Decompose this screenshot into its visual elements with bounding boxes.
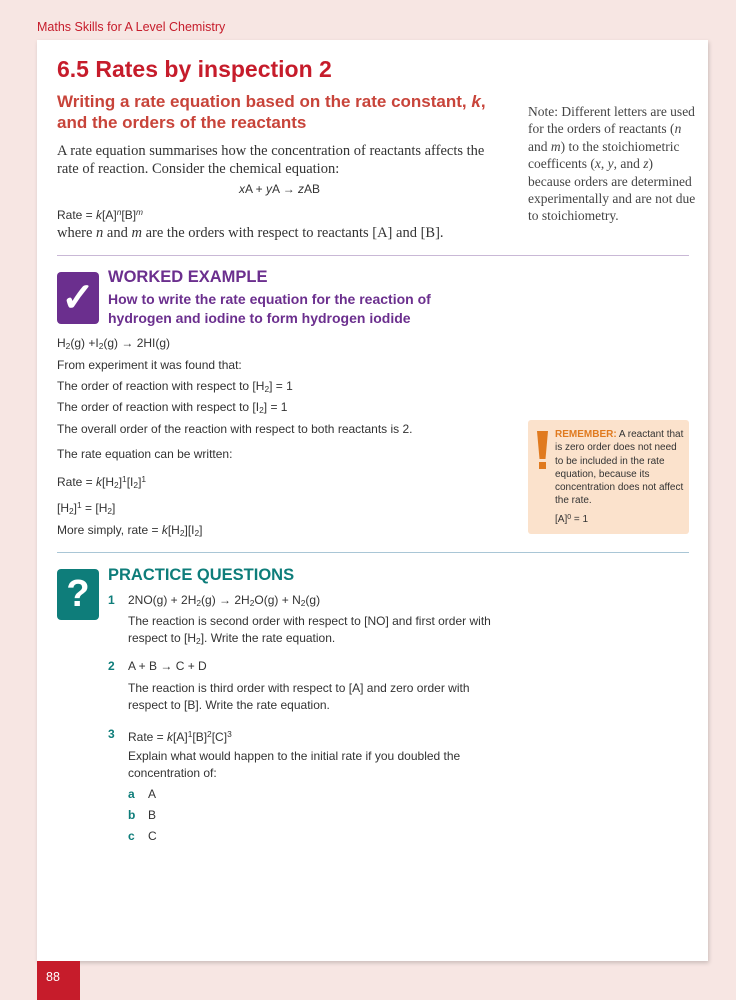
we-rate-equation: Rate = $k[H_2]^1[I_2]^1$	[57, 474, 147, 490]
q2-number: 2	[108, 659, 115, 673]
we-simply: More simply, rate = $k[H_2][I_2]$	[57, 523, 203, 539]
exclamation-icon	[537, 431, 548, 471]
q3-part-text: A	[148, 787, 157, 801]
remember-box	[528, 420, 689, 534]
we-experiment-line: From experiment it was found that:	[57, 358, 242, 372]
q1-equation: $2NO(g) + 2H_2(g) \to 2H_2O(g) + N_2(g)$	[128, 593, 321, 609]
page-number: 88	[37, 961, 80, 1000]
q3-part-letter: c	[128, 829, 135, 843]
we-order-i2: The order of reaction with respect to $[I_2] = 1$	[57, 400, 288, 416]
page	[37, 40, 708, 961]
where-line: where n and m are the orders with respect to reactants [A] and [B].	[57, 225, 444, 241]
q2-equation: A + B → C + D	[128, 659, 207, 673]
divider-top	[57, 255, 689, 256]
chemical-equation: xA + yA → zAB	[239, 182, 321, 196]
question-mark-icon: ?	[57, 569, 99, 620]
divider-bottom	[57, 552, 689, 553]
we-overall-order: The overall order of the reaction with respect to both reactants is 2.	[57, 422, 413, 436]
q3-part-letter: b	[128, 808, 136, 822]
q3-equation: Rate = $k[A]^1[B]^2[C]^3$	[128, 729, 232, 744]
q3-part-text: C	[148, 829, 157, 843]
we-h2-power: $[H_2]^1 = [H_2]$	[57, 500, 116, 516]
remember-formula: $[A]^0 = 1$	[555, 513, 589, 525]
book-title: Maths Skills for A Level Chemistry	[37, 20, 226, 34]
q3-number: 3	[108, 727, 115, 741]
we-reaction: $H_2(g) +I_2(g) \to 2HI(g)$	[57, 336, 171, 352]
q3-part-text: B	[148, 808, 157, 822]
q3-part-letter: a	[128, 787, 135, 801]
q1-text: The reaction is second order with respect to [NO] and first order with respect to $[H_2]$. Write the rate equation.	[128, 614, 491, 647]
q2-text: The reaction is third order with respect to [A] and zero order with respect to [B]. Write the rate equation.	[128, 681, 470, 712]
worked-example-subtitle: How to write the rate equation for the reaction of hydrogen and iodine to form hydrogen iodide	[108, 291, 431, 326]
we-can-be-written: The rate equation can be written:	[57, 447, 233, 461]
intro-paragraph: A rate equation summarises how the concentration of reactants affects the rate of reaction. Consider the chemical equation:	[57, 143, 485, 177]
checkmark-icon: ✓	[57, 272, 99, 324]
worked-example-title: WORKED EXAMPLE	[108, 268, 268, 286]
q1-number: 1	[108, 593, 115, 607]
we-order-h2: The order of reaction with respect to $[H_2] = 1$	[57, 379, 293, 395]
rate-general-equation: Rate = $k[A]^n[B]^m$	[57, 207, 144, 222]
practice-questions-title: PRACTICE QUESTIONS	[108, 566, 295, 584]
q3-text: Explain what would happen to the initial rate if you doubled the concentration of:	[128, 749, 461, 780]
section-subheading: Writing a rate equation based on the rate constant, k, and the orders of the reactants	[57, 92, 486, 132]
page-title: 6.5 Rates by inspection 2	[57, 56, 332, 82]
side-note: Note: Different letters are used for the orders of reactants (n and m) to the stoichiometric coefficents (x, y, and z) because orders are determined experimentally and are not due to stoichiometry.	[528, 104, 696, 224]
remember-text: REMEMBER: A reactant that is zero order does not need to be included in the rate equation, because its concentration does not affect the rate. $[A]^0 = 1$	[555, 428, 687, 526]
